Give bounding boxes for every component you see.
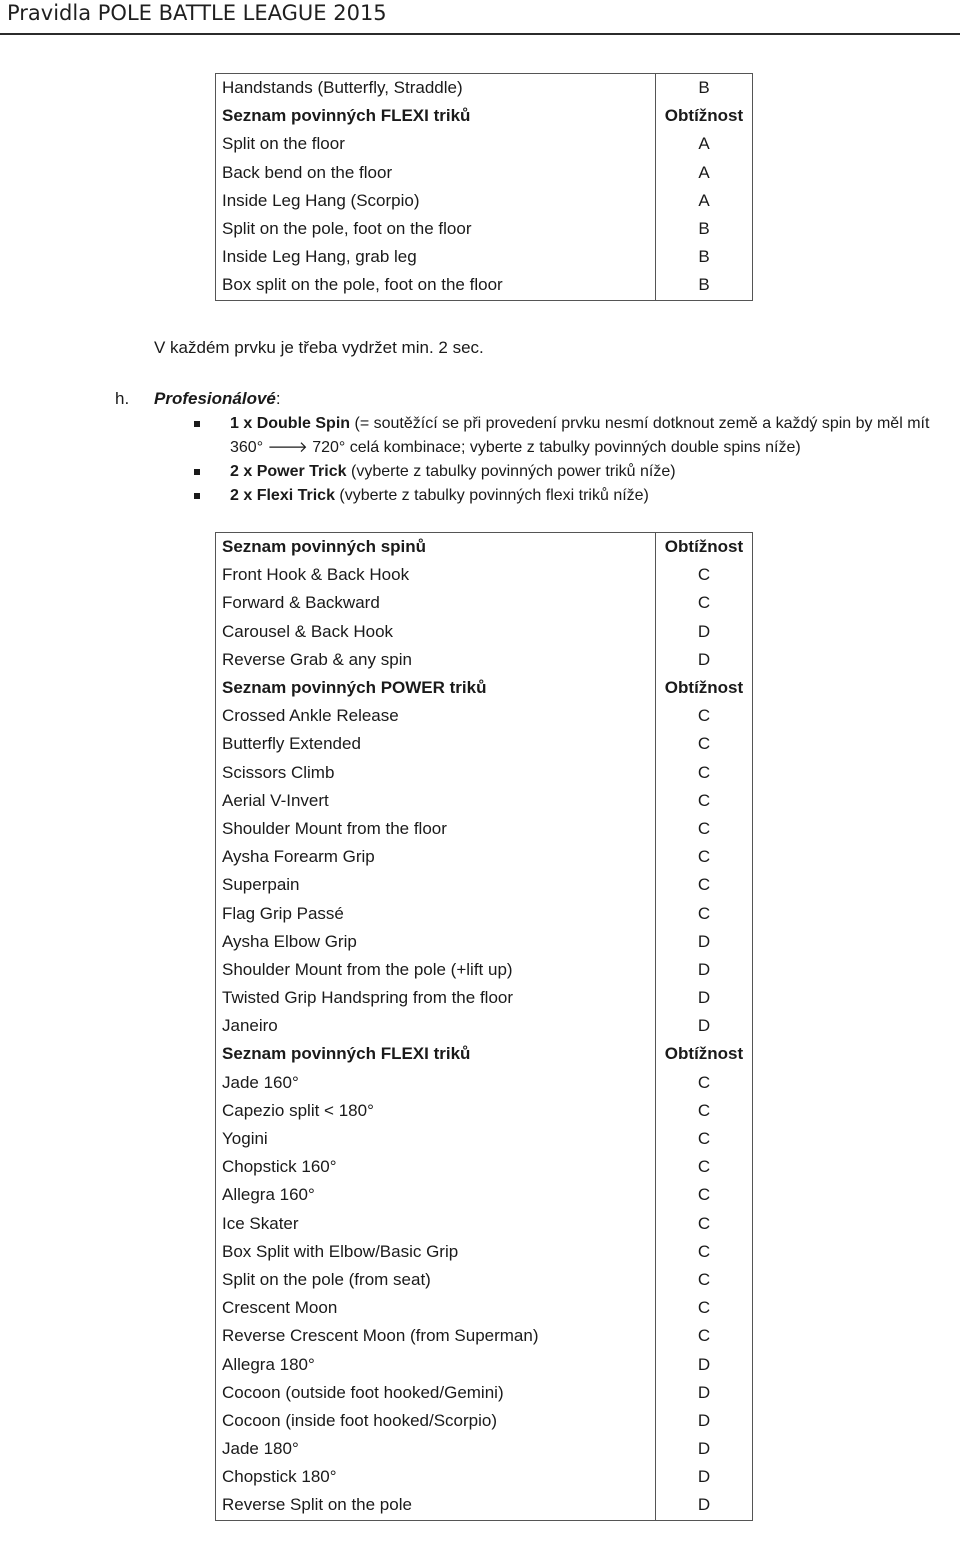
table-row (216, 787, 753, 815)
trick-name-cell: Reverse Grab & any spin (216, 646, 656, 674)
bullet-icon (194, 421, 200, 427)
trick-name-cell: Shoulder Mount from the pole (+lift up) (216, 956, 656, 984)
trick-name-cell: Allegra 160° (216, 1181, 656, 1209)
item-trick: Double Spin (256, 415, 351, 432)
difficulty-cell: B (656, 74, 753, 103)
trick-name-cell: Crossed Ankle Release (216, 702, 656, 730)
table-row (216, 1012, 753, 1040)
difficulty-cell: D (656, 1463, 753, 1491)
difficulty-cell: C (656, 1097, 753, 1125)
trick-name-cell: Jade 180° (216, 1435, 656, 1463)
trick-name-cell: Split on the floor (216, 130, 656, 158)
table-row (216, 243, 753, 271)
difficulty-cell: D (656, 928, 753, 956)
difficulty-cell: D (656, 1407, 753, 1435)
list-item (190, 484, 960, 508)
table-row (216, 1463, 753, 1491)
trick-name-cell: Jade 160° (216, 1069, 656, 1097)
trick-table-2 (215, 532, 753, 1521)
item-trick: Power Trick (256, 463, 347, 480)
difficulty-cell: C (656, 1322, 753, 1350)
section-letter: h. (115, 389, 130, 408)
trick-name-cell: Handstands (Butterfly, Straddle) (216, 74, 656, 103)
difficulty-cell: C (656, 815, 753, 843)
difficulty-cell: D (656, 618, 753, 646)
difficulty-cell: C (656, 1238, 753, 1266)
item-trick: Flexi Trick (256, 487, 335, 504)
trick-name-cell: Carousel & Back Hook (216, 618, 656, 646)
trick-name-cell: Box Split with Elbow/Basic Grip (216, 1238, 656, 1266)
difficulty-cell: C (656, 787, 753, 815)
table-row (216, 730, 753, 758)
table-section-row (216, 533, 753, 562)
trick-name-cell: Superpain (216, 871, 656, 899)
item-count: 1 x (230, 415, 253, 432)
difficulty-cell: C (656, 702, 753, 730)
trick-name-cell: Butterfly Extended (216, 730, 656, 758)
table-row (216, 984, 753, 1012)
table-row (216, 159, 753, 187)
table-row (216, 956, 753, 984)
trick-name-cell: Split on the pole, foot on the floor (216, 215, 656, 243)
item-count: 2 x (230, 487, 253, 504)
trick-name-cell: Reverse Split on the pole (216, 1491, 656, 1520)
difficulty-cell: C (656, 899, 753, 927)
trick-name-cell: Cocoon (outside foot hooked/Gemini) (216, 1379, 656, 1407)
table-row (216, 843, 753, 871)
item-count: 2 x (230, 463, 253, 480)
difficulty-cell: Obtížnost (656, 674, 753, 702)
table-row (216, 1069, 753, 1097)
difficulty-cell: C (656, 1181, 753, 1209)
table-row (216, 928, 753, 956)
table-row (216, 561, 753, 589)
trick-name-cell: Seznam povinných FLEXI triků (216, 1040, 656, 1068)
section-label: Profesionálové (154, 389, 276, 408)
item-text: (vyberte z tabulky povinných power triků níže) (350, 463, 676, 480)
trick-name-cell: Capezio split < 180° (216, 1097, 656, 1125)
trick-name-cell: Chopstick 160° (216, 1153, 656, 1181)
bullet-icon (194, 493, 200, 499)
table-row (216, 1350, 753, 1378)
difficulty-cell: B (656, 243, 753, 271)
section-heading (115, 389, 281, 409)
difficulty-cell: D (656, 1491, 753, 1520)
trick-name-cell: Janeiro (216, 1012, 656, 1040)
page-header (0, 0, 960, 33)
trick-name-cell: Yogini (216, 1125, 656, 1153)
table-row (216, 646, 753, 674)
difficulty-cell: A (656, 187, 753, 215)
table-row (216, 589, 753, 617)
table-row (216, 1181, 753, 1209)
table-row (216, 1125, 753, 1153)
difficulty-cell: C (656, 730, 753, 758)
table-row (216, 1153, 753, 1181)
trick-name-cell: Chopstick 180° (216, 1463, 656, 1491)
difficulty-cell: Obtížnost (656, 533, 753, 562)
difficulty-cell: D (656, 1435, 753, 1463)
trick-name-cell: Shoulder Mount from the floor (216, 815, 656, 843)
difficulty-cell: A (656, 130, 753, 158)
trick-name-cell: Ice Skater (216, 1210, 656, 1238)
trick-name-cell: Front Hook & Back Hook (216, 561, 656, 589)
table-row (216, 1097, 753, 1125)
difficulty-cell: C (656, 871, 753, 899)
trick-name-cell: Scissors Climb (216, 759, 656, 787)
trick-name-cell: Box split on the pole, foot on the floor (216, 271, 656, 300)
difficulty-cell: C (656, 561, 753, 589)
table-row (216, 618, 753, 646)
trick-name-cell: Flag Grip Passé (216, 899, 656, 927)
table-row (216, 759, 753, 787)
table-row (216, 899, 753, 927)
table-row (216, 815, 753, 843)
table-row (216, 1435, 753, 1463)
trick-name-cell: Twisted Grip Handspring from the floor (216, 984, 656, 1012)
header-divider (0, 33, 960, 35)
arrow-right-icon: 🡒 (267, 439, 308, 456)
difficulty-cell: C (656, 1153, 753, 1181)
difficulty-cell: C (656, 1210, 753, 1238)
table-row (216, 1266, 753, 1294)
difficulty-cell: C (656, 759, 753, 787)
difficulty-cell: D (656, 984, 753, 1012)
difficulty-cell: D (656, 956, 753, 984)
trick-name-cell: Aysha Forearm Grip (216, 843, 656, 871)
difficulty-cell: C (656, 1125, 753, 1153)
difficulty-cell: D (656, 646, 753, 674)
table-row (216, 1294, 753, 1322)
table-section-row (216, 102, 753, 130)
trick-name-cell: Inside Leg Hang, grab leg (216, 243, 656, 271)
trick-name-cell: Seznam povinných POWER triků (216, 674, 656, 702)
table-row (216, 187, 753, 215)
table-section-row (216, 674, 753, 702)
difficulty-cell: Obtížnost (656, 102, 753, 130)
trick-name-cell: Seznam povinných FLEXI triků (216, 102, 656, 130)
trick-name-cell: Split on the pole (from seat) (216, 1266, 656, 1294)
trick-name-cell: Allegra 180° (216, 1350, 656, 1378)
table-section-row (216, 1040, 753, 1068)
trick-name-cell: Aysha Elbow Grip (216, 928, 656, 956)
trick-name-cell: Inside Leg Hang (Scorpio) (216, 187, 656, 215)
trick-table-1 (215, 73, 753, 301)
table-row (216, 1238, 753, 1266)
difficulty-cell: C (656, 1294, 753, 1322)
table-row (216, 130, 753, 158)
trick-name-cell: Aerial V-Invert (216, 787, 656, 815)
list-item (190, 460, 960, 484)
item-text-cont: 720° celá kombinace; vyberte z tabulky povinných double spins níže) (312, 439, 801, 456)
table-row (216, 1379, 753, 1407)
item-text: (= soutěžící se při provedení prvku nesmí dotknout země a každý spin by měl mít 360° (230, 415, 930, 456)
table-row (216, 1210, 753, 1238)
trick-name-cell: Seznam povinných spinů (216, 533, 656, 562)
requirements-list (190, 412, 960, 508)
difficulty-cell: D (656, 1012, 753, 1040)
difficulty-cell: C (656, 1266, 753, 1294)
table-row (216, 215, 753, 243)
difficulty-cell: B (656, 271, 753, 300)
table-row (216, 74, 753, 103)
trick-name-cell: Reverse Crescent Moon (from Superman) (216, 1322, 656, 1350)
difficulty-cell: B (656, 215, 753, 243)
trick-name-cell: Cocoon (inside foot hooked/Scorpio) (216, 1407, 656, 1435)
difficulty-cell: Obtížnost (656, 1040, 753, 1068)
table-row (216, 1322, 753, 1350)
bullet-icon (194, 469, 200, 475)
page-title: Pravidla POLE BATTLE LEAGUE 2015 (7, 1, 387, 25)
difficulty-cell: C (656, 843, 753, 871)
difficulty-cell: D (656, 1350, 753, 1378)
difficulty-cell: C (656, 1069, 753, 1097)
difficulty-cell: A (656, 159, 753, 187)
table-row (216, 1491, 753, 1520)
list-item (190, 412, 960, 460)
trick-name-cell: Forward & Backward (216, 589, 656, 617)
trick-name-cell: Back bend on the floor (216, 159, 656, 187)
hold-note: V každém prvku je třeba vydržet min. 2 sec. (154, 338, 484, 357)
item-text: (vyberte z tabulky povinných flexi triků níže) (339, 487, 649, 504)
table-row (216, 871, 753, 899)
trick-name-cell: Crescent Moon (216, 1294, 656, 1322)
table-row (216, 271, 753, 300)
difficulty-cell: D (656, 1379, 753, 1407)
section-colon: : (275, 389, 281, 408)
table-row (216, 1407, 753, 1435)
table-row (216, 702, 753, 730)
difficulty-cell: C (656, 589, 753, 617)
